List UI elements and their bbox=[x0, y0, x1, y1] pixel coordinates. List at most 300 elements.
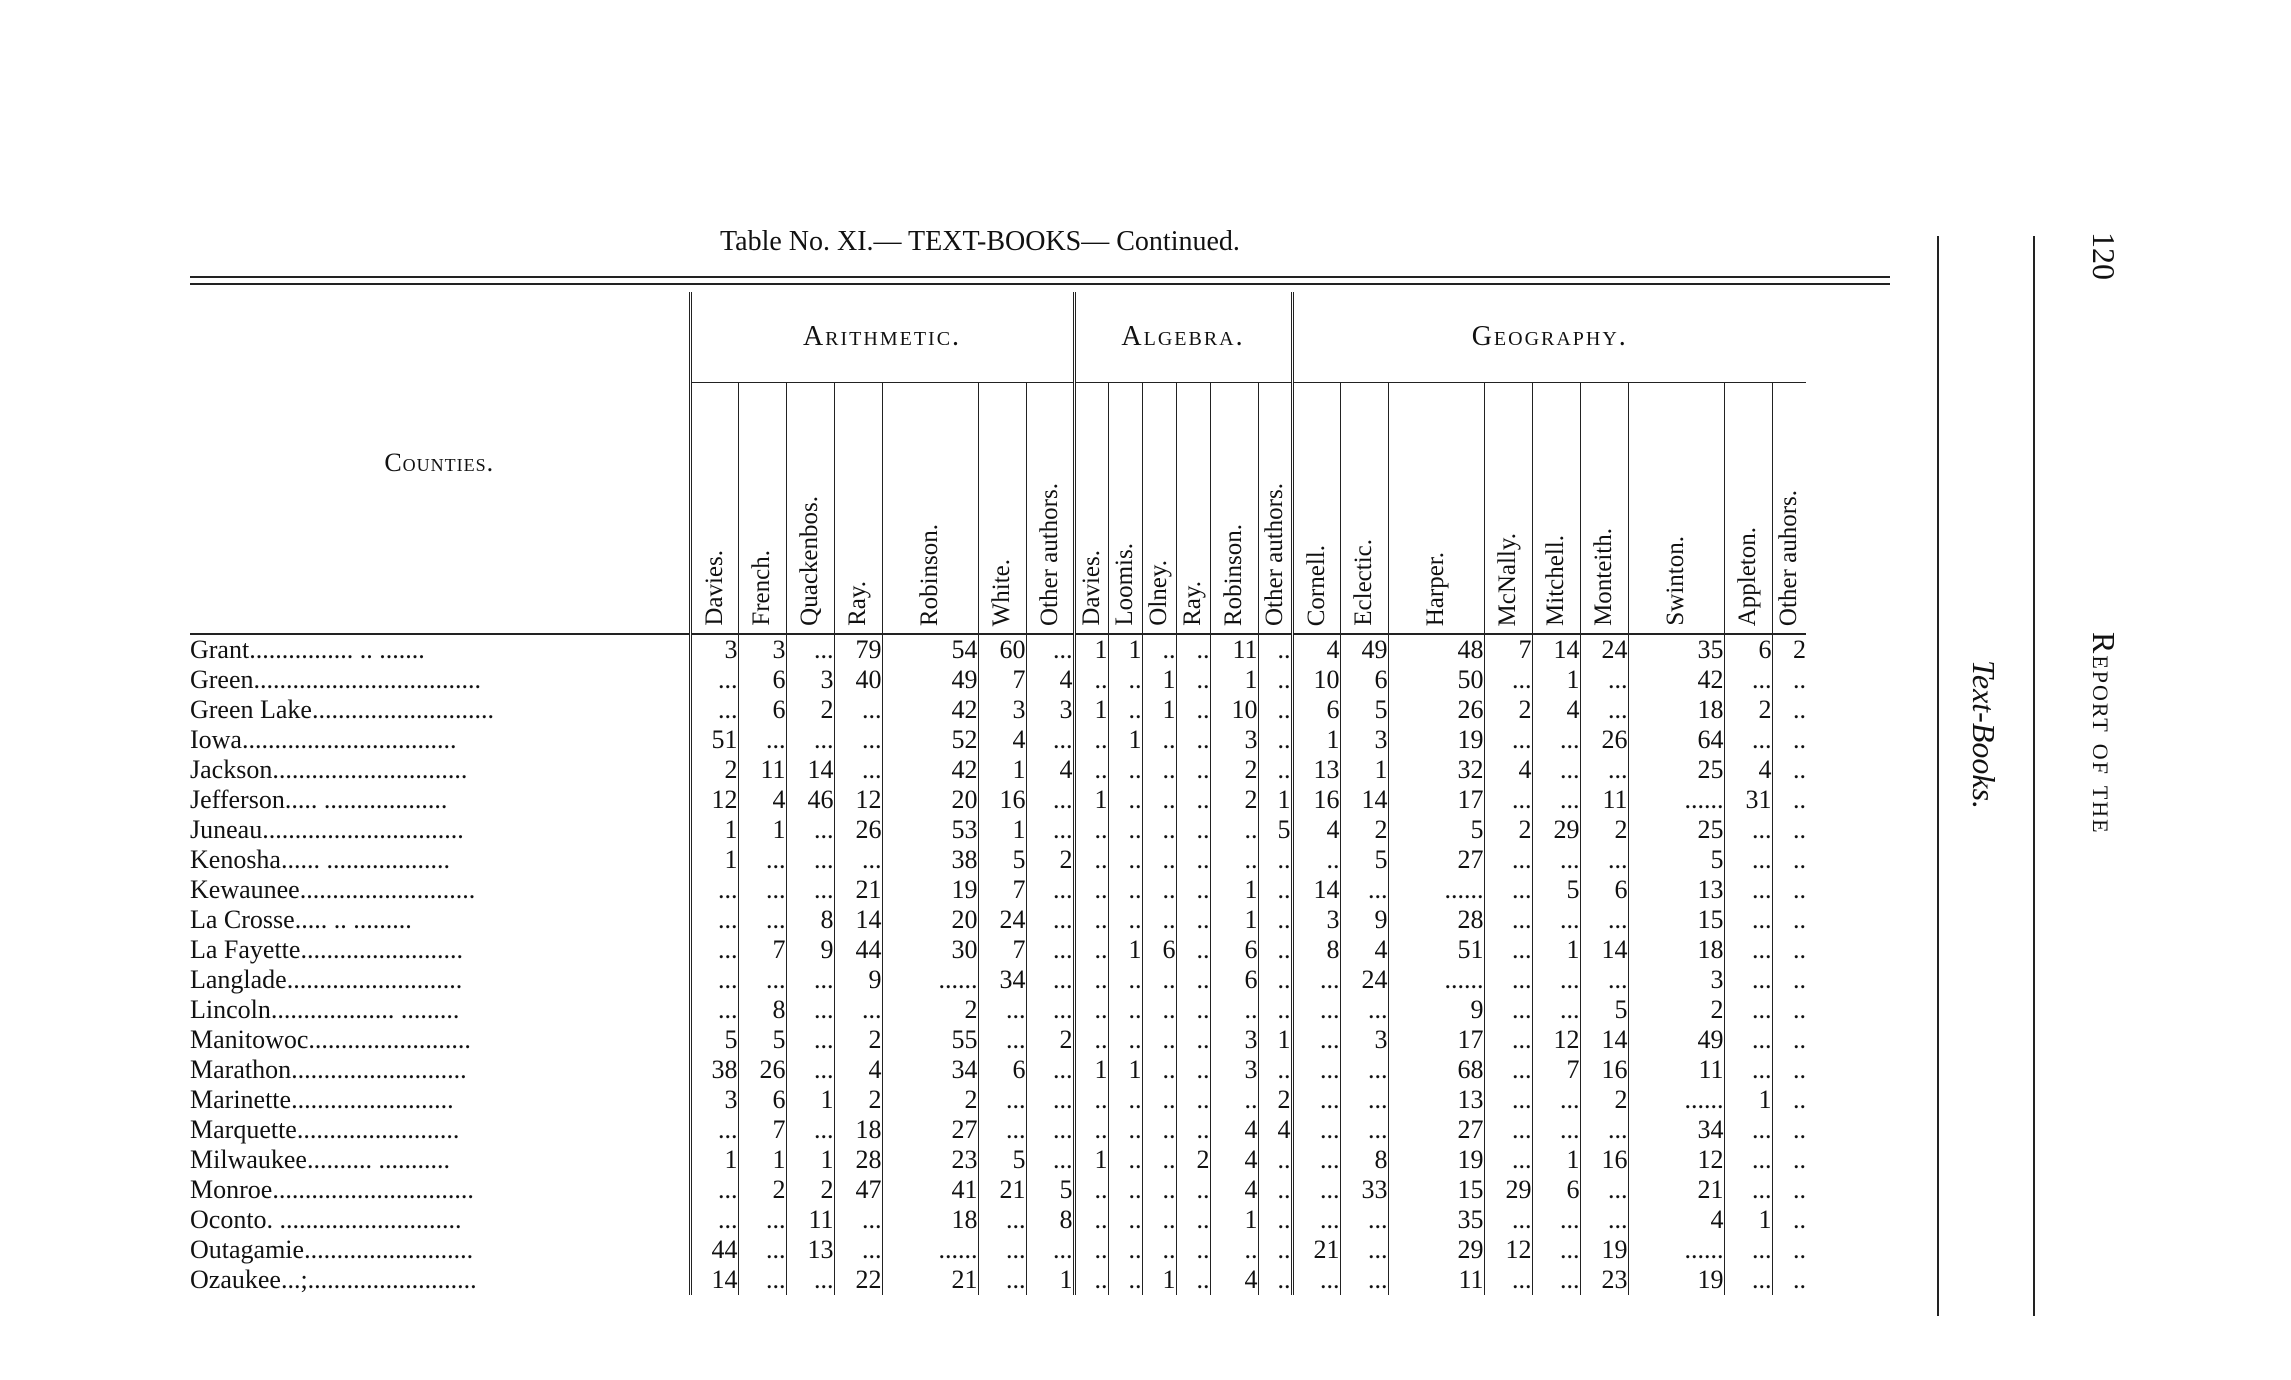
dot-leader: ...... ................... bbox=[280, 845, 450, 874]
value-cell: 1 bbox=[1074, 1055, 1108, 1085]
value-cell: .. bbox=[1258, 634, 1292, 665]
value-cell: ... bbox=[1580, 695, 1628, 725]
value-cell: .. bbox=[1772, 725, 1806, 755]
value-cell: 10 bbox=[1292, 665, 1340, 695]
value-cell: 4 bbox=[1292, 634, 1340, 665]
value-cell: .. bbox=[1142, 965, 1176, 995]
value-cell: .. bbox=[1074, 935, 1108, 965]
value-cell: ... bbox=[1026, 995, 1074, 1025]
value-cell: ... bbox=[834, 1205, 882, 1235]
value-cell: 16 bbox=[1580, 1055, 1628, 1085]
value-cell: ... bbox=[786, 875, 834, 905]
value-cell: 5 bbox=[1258, 815, 1292, 845]
value-cell: 55 bbox=[882, 1025, 978, 1055]
table-row bbox=[190, 845, 1806, 875]
value-cell: ... bbox=[1026, 1235, 1074, 1265]
column-header-label: Davies. bbox=[700, 550, 728, 626]
value-cell: 27 bbox=[1388, 845, 1484, 875]
value-cell: .. bbox=[1142, 755, 1176, 785]
value-cell: ... bbox=[690, 695, 738, 725]
counties-header: Counties. bbox=[190, 292, 690, 634]
value-cell: 32 bbox=[1388, 755, 1484, 785]
value-cell: 64 bbox=[1628, 725, 1724, 755]
value-cell: ...... bbox=[1628, 785, 1724, 815]
dot-leader: ............................... bbox=[272, 1175, 474, 1204]
value-cell: 9 bbox=[1340, 905, 1388, 935]
county-name: Marquette bbox=[190, 1115, 297, 1144]
value-cell: 2 bbox=[1484, 695, 1532, 725]
value-cell: 34 bbox=[1628, 1115, 1724, 1145]
value-cell: .. bbox=[1176, 875, 1210, 905]
dot-leader: .............................. bbox=[272, 755, 468, 784]
value-cell: ... bbox=[690, 905, 738, 935]
value-cell: .. bbox=[1142, 634, 1176, 665]
value-cell: ... bbox=[1484, 995, 1532, 1025]
dot-leader: ................................. bbox=[241, 725, 457, 754]
value-cell: .. bbox=[1772, 1205, 1806, 1235]
dot-leader: ...;.......................... bbox=[280, 1265, 477, 1294]
value-cell: 6 bbox=[1532, 1175, 1580, 1205]
value-cell: 1 bbox=[690, 815, 738, 845]
value-cell: ... bbox=[786, 634, 834, 665]
value-cell: 4 bbox=[1210, 1265, 1258, 1295]
value-cell: .. bbox=[1258, 905, 1292, 935]
value-cell: ... bbox=[978, 1025, 1026, 1055]
value-cell: 4 bbox=[1210, 1175, 1258, 1205]
value-cell: .. bbox=[1176, 1085, 1210, 1115]
value-cell: 1 bbox=[1074, 695, 1108, 725]
value-cell: ... bbox=[786, 845, 834, 875]
county-cell bbox=[190, 1235, 690, 1265]
dot-leader: ..... ................... bbox=[284, 785, 448, 814]
value-cell: 2 bbox=[1340, 815, 1388, 845]
value-cell: 2 bbox=[1210, 755, 1258, 785]
column-header-label: Mitchell. bbox=[1542, 535, 1569, 626]
value-cell: 8 bbox=[1292, 935, 1340, 965]
value-cell: .. bbox=[1772, 1055, 1806, 1085]
value-cell: 1 bbox=[1210, 875, 1258, 905]
column-header bbox=[1340, 383, 1388, 635]
value-cell: 4 bbox=[1532, 695, 1580, 725]
value-cell: ... bbox=[1292, 1085, 1340, 1115]
value-cell: ... bbox=[1532, 965, 1580, 995]
value-cell: .. bbox=[1176, 634, 1210, 665]
column-header bbox=[1142, 383, 1176, 635]
value-cell: .. bbox=[1210, 1085, 1258, 1115]
value-cell: 79 bbox=[834, 634, 882, 665]
county-name: La Crosse bbox=[190, 905, 295, 934]
column-header-label: Other authors. bbox=[1035, 482, 1063, 626]
value-cell: .. bbox=[1772, 755, 1806, 785]
value-cell: 6 bbox=[738, 1085, 786, 1115]
page-number: 120 bbox=[2086, 232, 2122, 280]
value-cell: 2 bbox=[882, 1085, 978, 1115]
value-cell: 13 bbox=[1388, 1085, 1484, 1115]
value-cell: .. bbox=[1108, 1085, 1142, 1115]
value-cell: 21 bbox=[882, 1265, 978, 1295]
value-cell: 25 bbox=[1628, 815, 1724, 845]
table-row bbox=[190, 1205, 1806, 1235]
value-cell: 1 bbox=[1026, 1265, 1074, 1295]
value-cell: 13 bbox=[1628, 875, 1724, 905]
value-cell: ... bbox=[738, 875, 786, 905]
value-cell: 4 bbox=[1026, 755, 1074, 785]
value-cell: .. bbox=[1176, 935, 1210, 965]
column-header bbox=[1484, 383, 1532, 635]
value-cell: ... bbox=[690, 665, 738, 695]
value-cell: .. bbox=[1142, 1145, 1176, 1175]
value-cell: 9 bbox=[786, 935, 834, 965]
county-name: Marinette bbox=[190, 1085, 292, 1114]
value-cell: 26 bbox=[738, 1055, 786, 1085]
value-cell: 4 bbox=[1628, 1205, 1724, 1235]
value-cell: ... bbox=[1026, 634, 1074, 665]
value-cell: .. bbox=[1108, 1025, 1142, 1055]
value-cell: .. bbox=[1210, 995, 1258, 1025]
value-cell: ... bbox=[1532, 1205, 1580, 1235]
value-cell: ... bbox=[738, 1235, 786, 1265]
value-cell: 1 bbox=[786, 1085, 834, 1115]
value-cell: ... bbox=[834, 995, 882, 1025]
value-cell: ... bbox=[1340, 995, 1388, 1025]
value-cell: 47 bbox=[834, 1175, 882, 1205]
value-cell: 1 bbox=[1258, 1025, 1292, 1055]
dot-leader: .......................... bbox=[304, 1235, 474, 1264]
value-cell: 4 bbox=[1210, 1145, 1258, 1175]
value-cell: ... bbox=[1724, 1265, 1772, 1295]
value-cell: ... bbox=[1724, 1175, 1772, 1205]
county-name: Jefferson bbox=[190, 785, 285, 814]
value-cell: ... bbox=[1724, 665, 1772, 695]
value-cell: .. bbox=[1176, 1055, 1210, 1085]
value-cell: 21 bbox=[834, 875, 882, 905]
value-cell: 14 bbox=[1532, 634, 1580, 665]
table-row bbox=[190, 1145, 1806, 1175]
value-cell: 1 bbox=[786, 1145, 834, 1175]
county-cell bbox=[190, 1055, 690, 1085]
value-cell: ... bbox=[1724, 1235, 1772, 1265]
value-cell: .. bbox=[1176, 1235, 1210, 1265]
value-cell: 34 bbox=[882, 1055, 978, 1085]
value-cell: 6 bbox=[1292, 695, 1340, 725]
value-cell: ... bbox=[1580, 755, 1628, 785]
group-header-row bbox=[190, 292, 1806, 383]
value-cell: 38 bbox=[690, 1055, 738, 1085]
dot-leader: ......................... bbox=[300, 935, 463, 964]
value-cell: 24 bbox=[1340, 965, 1388, 995]
value-cell: ... bbox=[1724, 815, 1772, 845]
value-cell: 14 bbox=[690, 1265, 738, 1295]
value-cell: .. bbox=[1258, 935, 1292, 965]
value-cell: .. bbox=[1074, 905, 1108, 935]
value-cell: .. bbox=[1142, 1175, 1176, 1205]
column-header bbox=[1176, 383, 1210, 635]
value-cell: 19 bbox=[1388, 1145, 1484, 1175]
value-cell: ... bbox=[786, 965, 834, 995]
value-cell: ... bbox=[690, 875, 738, 905]
value-cell: ... bbox=[1292, 1145, 1340, 1175]
value-cell: ... bbox=[1580, 1115, 1628, 1145]
value-cell: .. bbox=[1074, 725, 1108, 755]
value-cell: 3 bbox=[1210, 1025, 1258, 1055]
margin-rule bbox=[1937, 236, 1939, 1316]
value-cell: 6 bbox=[1724, 634, 1772, 665]
value-cell: 18 bbox=[1628, 695, 1724, 725]
value-cell: 41 bbox=[882, 1175, 978, 1205]
value-cell: 30 bbox=[882, 935, 978, 965]
value-cell: 4 bbox=[738, 785, 786, 815]
county-cell bbox=[190, 1085, 690, 1115]
value-cell: 1 bbox=[1108, 634, 1142, 665]
dot-leader: ............................ bbox=[311, 695, 494, 724]
value-cell: .. bbox=[1772, 875, 1806, 905]
value-cell: ... bbox=[1484, 1205, 1532, 1235]
value-cell: 18 bbox=[882, 1205, 978, 1235]
value-cell: .. bbox=[1074, 995, 1108, 1025]
value-cell: 44 bbox=[690, 1235, 738, 1265]
value-cell: ... bbox=[1340, 1055, 1388, 1085]
value-cell: ... bbox=[1532, 725, 1580, 755]
value-cell: 29 bbox=[1532, 815, 1580, 845]
value-cell: ... bbox=[1292, 1115, 1340, 1145]
value-cell: 1 bbox=[690, 845, 738, 875]
value-cell: ... bbox=[1580, 905, 1628, 935]
value-cell: ... bbox=[1580, 665, 1628, 695]
value-cell: 23 bbox=[1580, 1265, 1628, 1295]
value-cell: 1 bbox=[1142, 695, 1176, 725]
value-cell: 8 bbox=[1340, 1145, 1388, 1175]
value-cell: .. bbox=[1074, 1265, 1108, 1295]
value-cell: 51 bbox=[690, 725, 738, 755]
value-cell: ... bbox=[738, 1205, 786, 1235]
dot-leader: ........................... bbox=[291, 1055, 467, 1084]
value-cell: 23 bbox=[882, 1145, 978, 1175]
value-cell: 18 bbox=[834, 1115, 882, 1145]
title-rule-double bbox=[190, 283, 1890, 285]
value-cell: .. bbox=[1772, 1115, 1806, 1145]
value-cell: 34 bbox=[978, 965, 1026, 995]
value-cell: ...... bbox=[1628, 1085, 1724, 1115]
value-cell: ... bbox=[1026, 1115, 1074, 1145]
value-cell: 1 bbox=[1074, 634, 1108, 665]
value-cell: 2 bbox=[1484, 815, 1532, 845]
value-cell: 8 bbox=[786, 905, 834, 935]
value-cell: .. bbox=[1176, 1115, 1210, 1145]
value-cell: .. bbox=[1142, 1235, 1176, 1265]
value-cell: 7 bbox=[978, 875, 1026, 905]
county-cell bbox=[190, 905, 690, 935]
value-cell: 19 bbox=[882, 875, 978, 905]
table-title: Table No. XI.— TEXT-BOOKS— Continued. bbox=[720, 226, 1240, 257]
value-cell: .. bbox=[1108, 875, 1142, 905]
value-cell: .. bbox=[1176, 965, 1210, 995]
textbooks-table bbox=[190, 292, 1806, 1295]
value-cell: 3 bbox=[1628, 965, 1724, 995]
column-header bbox=[834, 383, 882, 635]
value-cell: .. bbox=[1258, 755, 1292, 785]
column-header-label: Harper. bbox=[1422, 551, 1449, 626]
value-cell: ... bbox=[1580, 965, 1628, 995]
county-cell bbox=[190, 1025, 690, 1055]
value-cell: 11 bbox=[1580, 785, 1628, 815]
value-cell: ... bbox=[1532, 1265, 1580, 1295]
value-cell: .. bbox=[1142, 785, 1176, 815]
value-cell: .. bbox=[1176, 815, 1210, 845]
value-cell: 11 bbox=[1388, 1265, 1484, 1295]
value-cell: ... bbox=[1532, 785, 1580, 815]
value-cell: 27 bbox=[1388, 1115, 1484, 1145]
value-cell: 1 bbox=[1532, 935, 1580, 965]
value-cell: ... bbox=[738, 905, 786, 935]
value-cell: 12 bbox=[690, 785, 738, 815]
table-row bbox=[190, 815, 1806, 845]
value-cell: 5 bbox=[1026, 1175, 1074, 1205]
value-cell: .. bbox=[1108, 995, 1142, 1025]
column-header-label: Ray. bbox=[1179, 581, 1206, 626]
value-cell: .. bbox=[1292, 845, 1340, 875]
value-cell: ... bbox=[1484, 1145, 1532, 1175]
dot-leader: ......................... bbox=[291, 1085, 454, 1114]
dot-leader: ............................... bbox=[262, 815, 464, 844]
value-cell: 3 bbox=[1340, 1025, 1388, 1055]
value-cell: 1 bbox=[1340, 755, 1388, 785]
column-header-label: White. bbox=[988, 558, 1015, 626]
value-cell: 40 bbox=[834, 665, 882, 695]
value-cell: .. bbox=[1142, 995, 1176, 1025]
value-cell: .. bbox=[1258, 1145, 1292, 1175]
value-cell: 5 bbox=[738, 1025, 786, 1055]
value-cell: 1 bbox=[978, 815, 1026, 845]
table-row bbox=[190, 1055, 1806, 1085]
value-cell: ... bbox=[1724, 1025, 1772, 1055]
value-cell: 60 bbox=[978, 634, 1026, 665]
value-cell: 5 bbox=[1340, 695, 1388, 725]
value-cell: 7 bbox=[738, 935, 786, 965]
value-cell: 24 bbox=[978, 905, 1026, 935]
value-cell: ... bbox=[738, 965, 786, 995]
county-cell bbox=[190, 935, 690, 965]
value-cell: 10 bbox=[1210, 695, 1258, 725]
value-cell: ... bbox=[978, 1115, 1026, 1145]
dot-leader: ................................... bbox=[253, 665, 482, 694]
value-cell: 2 bbox=[1258, 1085, 1292, 1115]
value-cell: 11 bbox=[1210, 634, 1258, 665]
value-cell: 11 bbox=[1628, 1055, 1724, 1085]
value-cell: ... bbox=[1340, 1265, 1388, 1295]
column-header bbox=[1388, 383, 1484, 635]
value-cell: .. bbox=[1108, 815, 1142, 845]
value-cell: .. bbox=[1108, 1175, 1142, 1205]
value-cell: .. bbox=[1074, 1085, 1108, 1115]
value-cell: .. bbox=[1142, 1055, 1176, 1085]
value-cell: 26 bbox=[834, 815, 882, 845]
value-cell: .. bbox=[1074, 815, 1108, 845]
value-cell: ... bbox=[1532, 995, 1580, 1025]
table-row bbox=[190, 905, 1806, 935]
value-cell: ... bbox=[738, 845, 786, 875]
table-row bbox=[190, 725, 1806, 755]
county-cell bbox=[190, 815, 690, 845]
value-cell: .. bbox=[1258, 875, 1292, 905]
value-cell: 6 bbox=[738, 695, 786, 725]
county-cell bbox=[190, 1205, 690, 1235]
value-cell: .. bbox=[1108, 785, 1142, 815]
value-cell: ... bbox=[834, 845, 882, 875]
value-cell: ... bbox=[1292, 1175, 1340, 1205]
table-row bbox=[190, 665, 1806, 695]
column-header bbox=[786, 383, 834, 635]
value-cell: 3 bbox=[786, 665, 834, 695]
value-cell: ... bbox=[1724, 905, 1772, 935]
value-cell: 28 bbox=[1388, 905, 1484, 935]
value-cell: 2 bbox=[786, 695, 834, 725]
value-cell: ... bbox=[786, 725, 834, 755]
column-header bbox=[1724, 383, 1772, 635]
value-cell: 4 bbox=[1724, 755, 1772, 785]
value-cell: 51 bbox=[1388, 935, 1484, 965]
value-cell: 7 bbox=[978, 935, 1026, 965]
value-cell: .. bbox=[1142, 1205, 1176, 1235]
value-cell: ... bbox=[1292, 965, 1340, 995]
value-cell: .. bbox=[1772, 785, 1806, 815]
value-cell: ... bbox=[786, 1115, 834, 1145]
column-header-label: Robinson. bbox=[916, 523, 943, 626]
value-cell: 5 bbox=[1628, 845, 1724, 875]
value-cell: ... bbox=[1724, 1145, 1772, 1175]
value-cell: .. bbox=[1074, 1025, 1108, 1055]
value-cell: 12 bbox=[834, 785, 882, 815]
title-rule bbox=[190, 276, 1890, 278]
county-name: Ozaukee bbox=[190, 1265, 281, 1294]
value-cell: .. bbox=[1142, 1025, 1176, 1055]
value-cell: 29 bbox=[1484, 1175, 1532, 1205]
value-cell: .. bbox=[1176, 725, 1210, 755]
value-cell: ... bbox=[738, 1265, 786, 1295]
value-cell: ...... bbox=[1388, 875, 1484, 905]
value-cell: ... bbox=[1484, 1025, 1532, 1055]
value-cell: 5 bbox=[978, 845, 1026, 875]
value-cell: ... bbox=[978, 1085, 1026, 1115]
county-name: Outagamie bbox=[190, 1235, 305, 1264]
value-cell: 4 bbox=[978, 725, 1026, 755]
value-cell: 4 bbox=[1026, 665, 1074, 695]
value-cell: 6 bbox=[1142, 935, 1176, 965]
county-cell bbox=[190, 965, 690, 995]
value-cell: 5 bbox=[1340, 845, 1388, 875]
column-header bbox=[1258, 383, 1292, 635]
value-cell: .. bbox=[1210, 845, 1258, 875]
value-cell: 31 bbox=[1724, 785, 1772, 815]
value-cell: .. bbox=[1176, 785, 1210, 815]
column-header-label: Swinton. bbox=[1662, 536, 1689, 626]
value-cell: 19 bbox=[1388, 725, 1484, 755]
value-cell: 46 bbox=[786, 785, 834, 815]
value-cell: 16 bbox=[1292, 785, 1340, 815]
value-cell: 6 bbox=[978, 1055, 1026, 1085]
value-cell: 20 bbox=[882, 785, 978, 815]
column-header-label: Cornell. bbox=[1302, 544, 1330, 626]
value-cell: ... bbox=[1724, 1115, 1772, 1145]
value-cell: 11 bbox=[786, 1205, 834, 1235]
value-cell: ... bbox=[1026, 905, 1074, 935]
value-cell: .. bbox=[1258, 995, 1292, 1025]
table-row bbox=[190, 1025, 1806, 1055]
value-cell: ... bbox=[1532, 1115, 1580, 1145]
value-cell: .. bbox=[1074, 875, 1108, 905]
value-cell: .. bbox=[1176, 695, 1210, 725]
dot-leader: ........................... bbox=[299, 875, 476, 904]
value-cell: .. bbox=[1772, 845, 1806, 875]
